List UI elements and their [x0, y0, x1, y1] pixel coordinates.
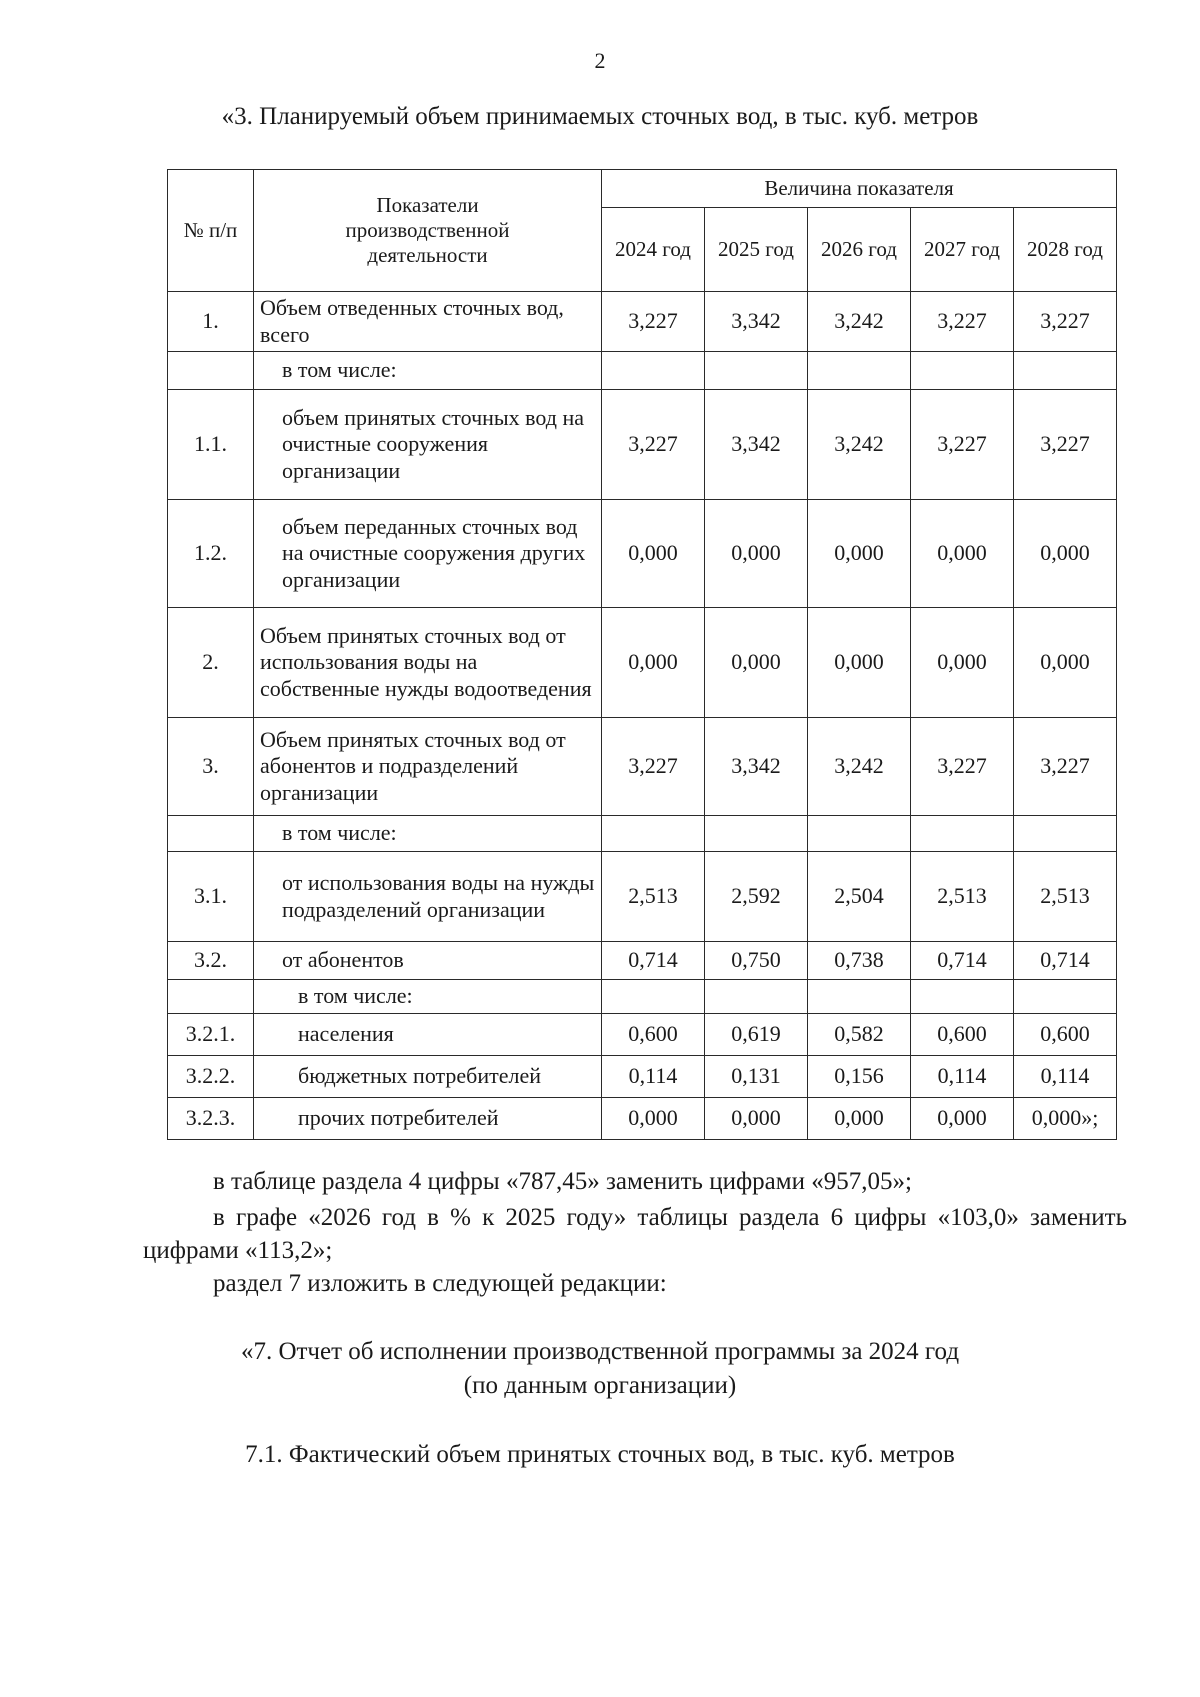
value-cell	[808, 816, 911, 852]
value-cell: 3,227	[911, 718, 1014, 816]
table-row	[168, 1014, 1117, 1056]
value-cell: 3,227	[1014, 718, 1117, 816]
value-cell	[1014, 816, 1117, 852]
value-cell: 0,000	[1014, 608, 1117, 718]
subsection-heading: 7.1. Фактический объем принятых сточных вод, в тыс. куб. метров	[245, 1441, 955, 1468]
value-cell: 0,000	[705, 500, 808, 608]
value-cell: 0,114	[911, 1056, 1014, 1098]
table-row	[168, 352, 1117, 390]
row-number: 1.2.	[168, 500, 254, 608]
header-year: 2025 год	[705, 208, 808, 292]
amendment-paragraph-3	[143, 1267, 1127, 1300]
value-cell: 0,000»;	[1014, 1098, 1117, 1140]
value-cell: 3,227	[602, 718, 705, 816]
table-row	[168, 608, 1117, 718]
value-cell: 0,714	[911, 942, 1014, 980]
paragraph-text: в таблице раздела 4 цифры «787,45» заменить цифрами «957,05»;	[213, 1168, 912, 1195]
value-cell: 3,342	[705, 390, 808, 500]
row-number: 3.2.	[168, 942, 254, 980]
table-row	[168, 852, 1117, 942]
value-cell: 0,000	[808, 608, 911, 718]
value-cell: 0,600	[602, 1014, 705, 1056]
row-number: 3.2.2.	[168, 1056, 254, 1098]
table-title: «3. Планируемый объем принимаемых сточных вод, в тыс. куб. метров	[221, 103, 979, 130]
header-indicator: Показатели производственной деятельности	[254, 170, 602, 292]
value-cell	[808, 352, 911, 390]
row-number	[168, 980, 254, 1014]
value-cell	[808, 980, 911, 1014]
value-cell: 0,000	[911, 500, 1014, 608]
row-indicator: в том числе:	[254, 352, 602, 390]
page-number: 2	[594, 48, 606, 73]
value-cell	[1014, 980, 1117, 1014]
table-row	[168, 942, 1117, 980]
value-cell: 2,513	[602, 852, 705, 942]
value-cell: 0,000	[911, 1098, 1014, 1140]
value-cell	[602, 352, 705, 390]
wastewater-volume-table	[167, 169, 1117, 1140]
row-number: 3.	[168, 718, 254, 816]
paragraph-text: раздел 7 изложить в следующей редакции:	[213, 1270, 667, 1297]
amendment-paragraph-2	[143, 1201, 1127, 1267]
row-indicator: в том числе:	[254, 980, 602, 1014]
value-cell: 3,342	[705, 718, 808, 816]
value-cell: 3,242	[808, 390, 911, 500]
value-cell: 0,000	[808, 1098, 911, 1140]
value-cell: 0,000	[911, 608, 1014, 718]
value-cell: 0,000	[602, 500, 705, 608]
value-cell: 0,000	[602, 608, 705, 718]
header-year: 2024 год	[602, 208, 705, 292]
value-cell: 3,227	[911, 390, 1014, 500]
value-cell: 0,619	[705, 1014, 808, 1056]
value-cell: 2,513	[911, 852, 1014, 942]
value-cell: 3,227	[911, 292, 1014, 352]
header-year: 2028 год	[1014, 208, 1117, 292]
table-row	[168, 500, 1117, 608]
value-cell: 3,227	[602, 292, 705, 352]
row-indicator: Объем отведенных сточных вод, всего	[254, 292, 602, 352]
row-indicator: объем принятых сточных вод на очистные сооружения организации	[254, 390, 602, 500]
value-cell	[911, 816, 1014, 852]
value-cell	[705, 980, 808, 1014]
row-number: 3.1.	[168, 852, 254, 942]
row-indicator: от использования воды на нужды подразделений организации	[254, 852, 602, 942]
value-cell	[911, 352, 1014, 390]
table-row	[168, 718, 1117, 816]
row-number	[168, 816, 254, 852]
value-cell: 0,156	[808, 1056, 911, 1098]
value-cell: 0,714	[1014, 942, 1117, 980]
table-row	[168, 292, 1117, 352]
value-cell	[705, 816, 808, 852]
value-cell: 0,000	[705, 608, 808, 718]
value-cell: 3,342	[705, 292, 808, 352]
value-cell	[602, 980, 705, 1014]
value-cell: 0,000	[808, 500, 911, 608]
row-number: 3.2.1.	[168, 1014, 254, 1056]
value-cell	[1014, 352, 1117, 390]
row-number: 3.2.3.	[168, 1098, 254, 1140]
paragraph-text: в графе «2026 год в % к 2025 году» таблицы раздела 6 цифры «103,0» заменить цифрами «113,2»;	[143, 1204, 1127, 1264]
value-cell: 2,513	[1014, 852, 1117, 942]
value-cell: 0,738	[808, 942, 911, 980]
value-cell: 0,600	[911, 1014, 1014, 1056]
header-year: 2027 год	[911, 208, 1014, 292]
value-cell: 0,714	[602, 942, 705, 980]
value-cell: 0,000	[1014, 500, 1117, 608]
row-number: 1.	[168, 292, 254, 352]
table-row	[168, 980, 1117, 1014]
value-cell: 3,227	[1014, 292, 1117, 352]
table-row	[168, 816, 1117, 852]
value-cell	[911, 980, 1014, 1014]
table-row	[168, 1098, 1117, 1140]
row-indicator: Объем принятых сточных вод от использования воды на собственные нужды водоотведения	[254, 608, 602, 718]
table-header-row-1	[168, 170, 1117, 208]
header-num: № п/п	[168, 170, 254, 292]
value-cell	[602, 816, 705, 852]
table-row	[168, 390, 1117, 500]
value-cell: 0,750	[705, 942, 808, 980]
header-year: 2026 год	[808, 208, 911, 292]
value-cell	[705, 352, 808, 390]
value-cell: 0,600	[1014, 1014, 1117, 1056]
section-heading-line-2: (по данным организации)	[463, 1372, 737, 1399]
value-cell: 0,114	[602, 1056, 705, 1098]
value-cell: 0,000	[602, 1098, 705, 1140]
header-value-group: Величина показателя	[602, 170, 1117, 208]
row-indicator: объем переданных сточных вод на очистные сооружения других организации	[254, 500, 602, 608]
table-row	[168, 1056, 1117, 1098]
value-cell: 0,582	[808, 1014, 911, 1056]
row-number: 2.	[168, 608, 254, 718]
value-cell: 3,227	[602, 390, 705, 500]
value-cell: 2,592	[705, 852, 808, 942]
value-cell: 0,000	[705, 1098, 808, 1140]
value-cell: 3,242	[808, 292, 911, 352]
value-cell: 3,242	[808, 718, 911, 816]
value-cell: 2,504	[808, 852, 911, 942]
value-cell: 0,131	[705, 1056, 808, 1098]
row-indicator: бюджетных потребителей	[254, 1056, 602, 1098]
value-cell: 3,227	[1014, 390, 1117, 500]
row-number	[168, 352, 254, 390]
row-indicator: от абонентов	[254, 942, 602, 980]
row-indicator: населения	[254, 1014, 602, 1056]
value-cell: 0,114	[1014, 1056, 1117, 1098]
amendment-paragraph-1	[143, 1165, 1127, 1198]
row-number: 1.1.	[168, 390, 254, 500]
row-indicator: прочих потребителей	[254, 1098, 602, 1140]
row-indicator: Объем принятых сточных вод от абонентов и подразделений организации	[254, 718, 602, 816]
row-indicator: в том числе:	[254, 816, 602, 852]
section-heading-line-1: «7. Отчет об исполнении производственной программы за 2024 год	[240, 1338, 960, 1365]
